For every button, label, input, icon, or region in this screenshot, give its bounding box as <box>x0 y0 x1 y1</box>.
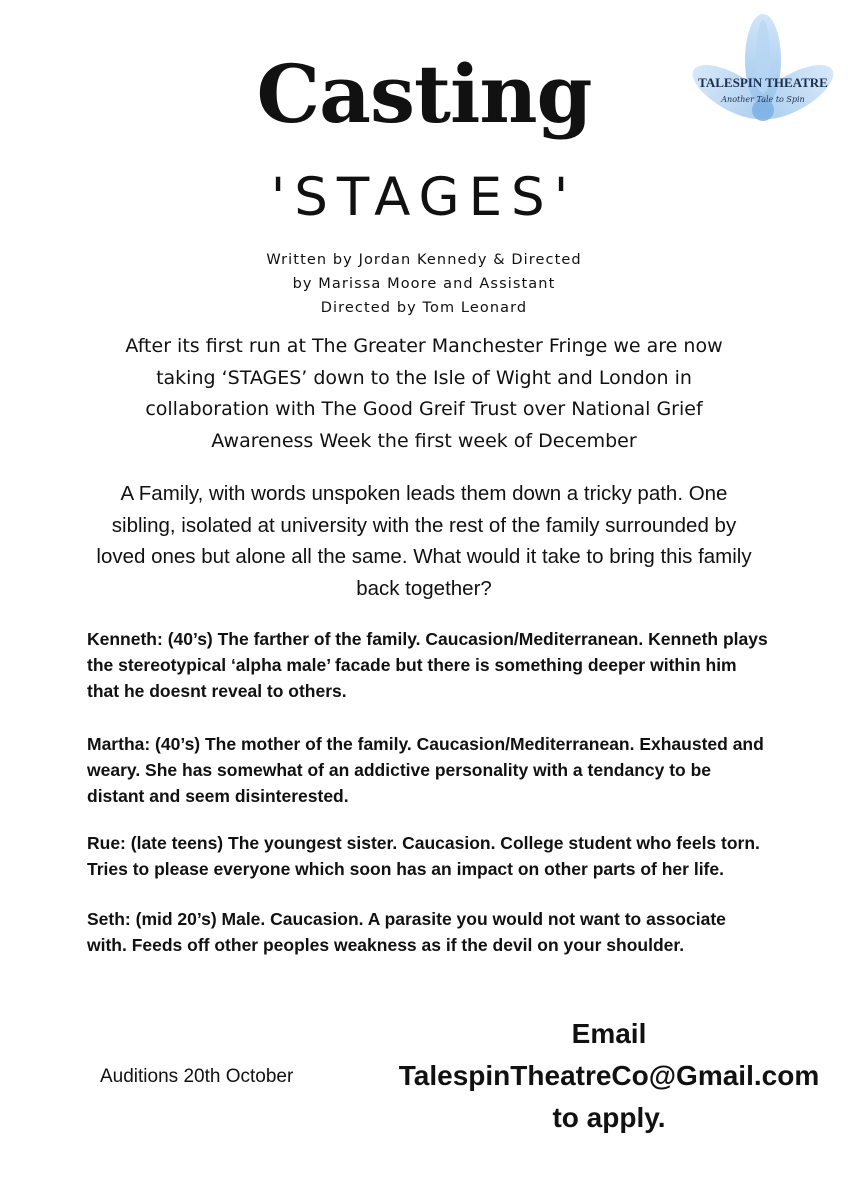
credits-line: Directed by Tom Leonard <box>320 300 528 316</box>
intro-line: Awareness Week the first week of December <box>211 429 637 452</box>
credits <box>200 248 648 320</box>
poster-title: Casting <box>256 47 592 141</box>
synopsis-paragraph <box>40 478 808 604</box>
character-martha <box>87 731 827 809</box>
intro-line: taking ‘STAGES’ down to the Isle of Wight and London in <box>156 366 692 389</box>
synopsis-line: loved ones but alone all the same. What would it take to bring this family <box>96 545 752 568</box>
contact-line: Email <box>571 1018 647 1049</box>
character-line: with. Feeds off other peoples weakness as if the devil on your shoulder. <box>87 935 685 955</box>
logo-name: TALESPIN THEATRE <box>698 75 828 90</box>
character-line: Seth: (mid 20’s) Male. Caucasion. A parasite you would not want to associate <box>87 909 726 929</box>
character-line: Kenneth: (40’s) The farther of the family. Caucasion/Mediterranean. Kenneth plays <box>87 629 768 649</box>
intro-line: After its first run at The Greater Manchester Fringe we are now <box>125 335 723 357</box>
character-line: Rue: (late teens) The youngest sister. Caucasion. College student who feels torn. <box>87 833 760 853</box>
contact-line: to apply. <box>552 1102 666 1133</box>
character-line: that he doesnt reveal to others. <box>87 681 347 701</box>
credits-line: by Marissa Moore and Assistant <box>292 276 556 292</box>
synopsis-line: A Family, with words unspoken leads them down a tricky path. One <box>120 482 728 505</box>
poster-subtitle: 'STAGES' <box>270 167 578 228</box>
contact-email: TalespinTheatreCo@Gmail.com <box>398 1060 820 1091</box>
credits-line: Written by Jordan Kennedy & Directed <box>266 252 582 268</box>
intro-paragraph <box>60 331 788 457</box>
character-seth <box>87 906 827 958</box>
character-line: distant and seem disinterested. <box>87 786 349 806</box>
contact-block <box>380 1013 838 1139</box>
character-line: Martha: (40’s) The mother of the family. Caucasion/Mediterranean. Exhausted and <box>87 734 764 754</box>
auditions-date: Auditions 20th October <box>100 1066 294 1087</box>
intro-line: collaboration with The Good Greif Trust over National Grief <box>145 398 703 420</box>
character-rue <box>87 830 827 882</box>
logo-tagline: Another Tale to Spin <box>721 95 805 104</box>
character-line: weary. She has somewhat of an addictive personality with a tendancy to be <box>87 760 712 780</box>
synopsis-line: back together? <box>356 576 492 600</box>
character-line: Tries to please everyone which soon has an impact on other parts of her life. <box>87 859 724 879</box>
character-line: the stereotypical ‘alpha male’ facade but there is something deeper within him <box>87 655 737 675</box>
character-kenneth <box>87 626 827 704</box>
synopsis-line: sibling, isolated at university with the rest of the family surrounded by <box>111 513 737 537</box>
